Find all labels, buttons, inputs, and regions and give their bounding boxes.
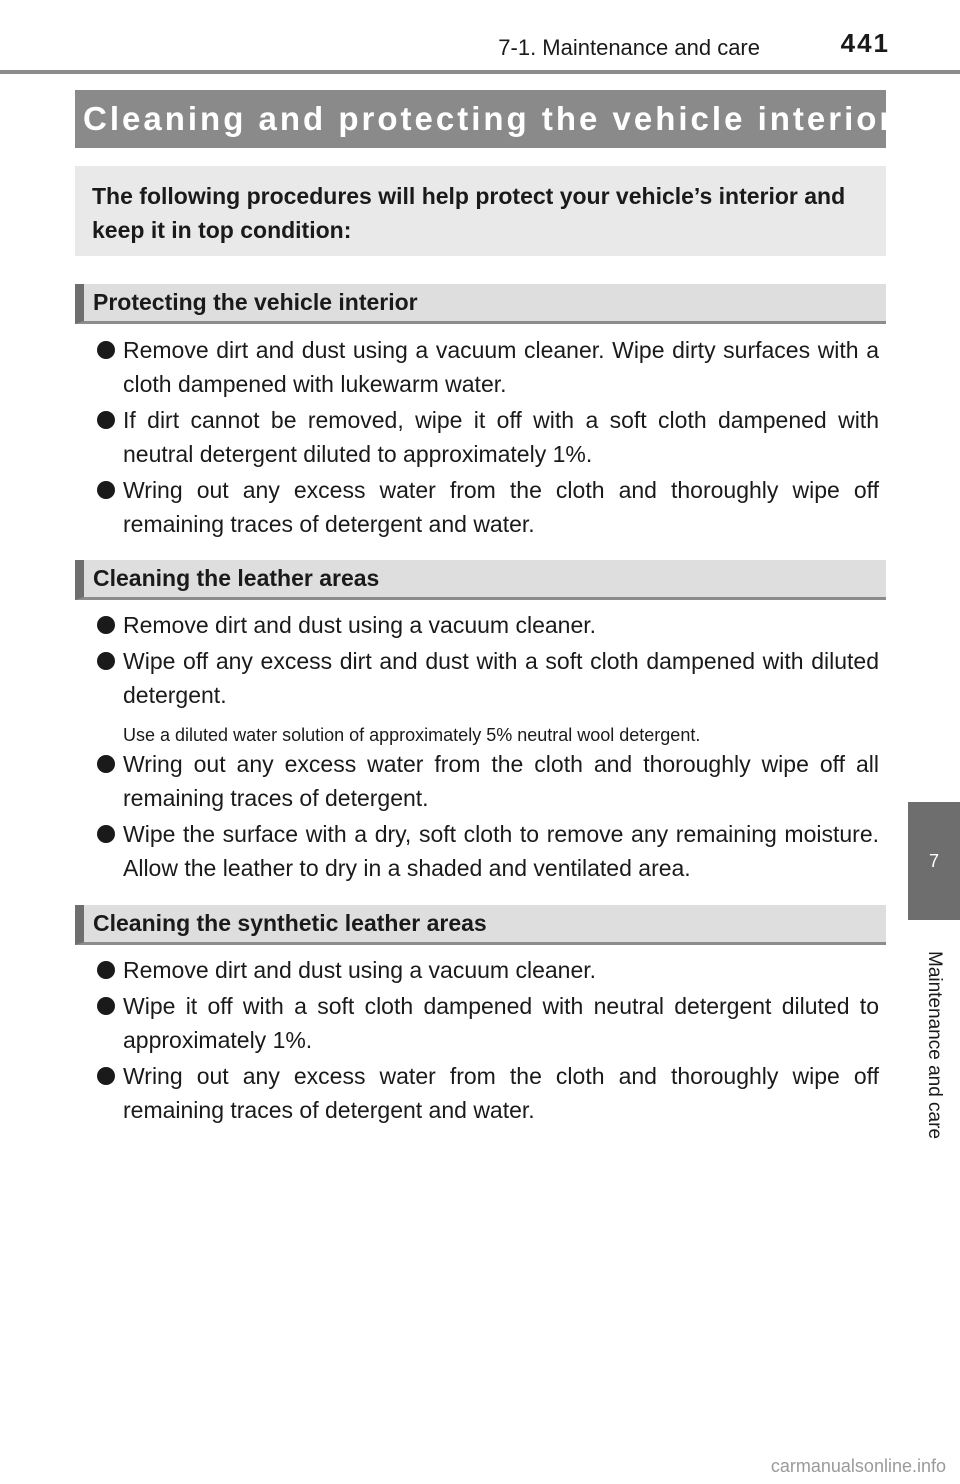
section-heading-leather: Cleaning the leather areas <box>75 560 886 600</box>
intro-text: The following procedures will help protect your vehicle’s interior and keep it in top condition: <box>92 183 846 243</box>
section-list-leather <box>97 608 879 714</box>
bullet-icon <box>97 411 115 429</box>
list-item: Wipe it off with a soft cloth dampened with neutral detergent diluted to approximately 1%. <box>97 989 879 1057</box>
chapter-number: 7 <box>928 850 939 871</box>
list-item: Remove dirt and dust using a vacuum cleaner. Wipe dirty surfaces with a cloth dampened with lukewarm water. <box>97 333 879 401</box>
bullet-icon <box>97 481 115 499</box>
bullet-icon <box>97 652 115 670</box>
leather-note: Use a diluted water solution of approximately 5% neutral wool detergent. <box>123 725 701 745</box>
bullet-icon <box>97 825 115 843</box>
chapter-title: Maintenance and care <box>924 950 945 1139</box>
header-section-title: 7-1. Maintenance and care <box>498 35 760 60</box>
bullet-icon <box>97 1067 115 1085</box>
list-item: If dirt cannot be removed, wipe it off with a soft cloth dampened with neutral detergent diluted to approximately 1%. <box>97 403 879 471</box>
chapter-tab[interactable] <box>908 802 960 920</box>
chapter-side-label <box>908 930 960 1160</box>
intro-box <box>75 166 886 256</box>
list-item: Remove dirt and dust using a vacuum cleaner. <box>97 953 879 987</box>
list-item: Wring out any excess water from the cloth and thoroughly wipe off remaining traces of detergent and water. <box>97 473 879 541</box>
bullet-icon <box>97 341 115 359</box>
list-item: Remove dirt and dust using a vacuum cleaner. <box>97 608 879 642</box>
header-rule <box>0 70 960 74</box>
section-list-protecting <box>97 333 879 543</box>
list-item: Wipe off any excess dirt and dust with a soft cloth dampened with diluted detergent. <box>97 644 879 712</box>
page-title: Cleaning and protecting the vehicle interior <box>75 90 886 148</box>
list-item: Wring out any excess water from the cloth and thoroughly wipe off remaining traces of detergent and water. <box>97 1059 879 1127</box>
bullet-icon <box>97 755 115 773</box>
page-number: 441 <box>840 28 890 58</box>
section-heading-synthetic-leather: Cleaning the synthetic leather areas <box>75 905 886 945</box>
section-list-synthetic-leather <box>97 953 879 1129</box>
section-heading-protecting: Protecting the vehicle interior <box>75 284 886 324</box>
watermark: carmanualsonline.info <box>770 1456 946 1476</box>
bullet-icon <box>97 616 115 634</box>
list-item: Wring out any excess water from the cloth and thoroughly wipe off all remaining traces of detergent. <box>97 747 879 815</box>
bullet-icon <box>97 961 115 979</box>
list-item: Wipe the surface with a dry, soft cloth to remove any remaining moisture. Allow the leather to dry in a shaded and ventilated area. <box>97 817 879 885</box>
bullet-icon <box>97 997 115 1015</box>
section-list-leather-continued <box>97 747 879 887</box>
